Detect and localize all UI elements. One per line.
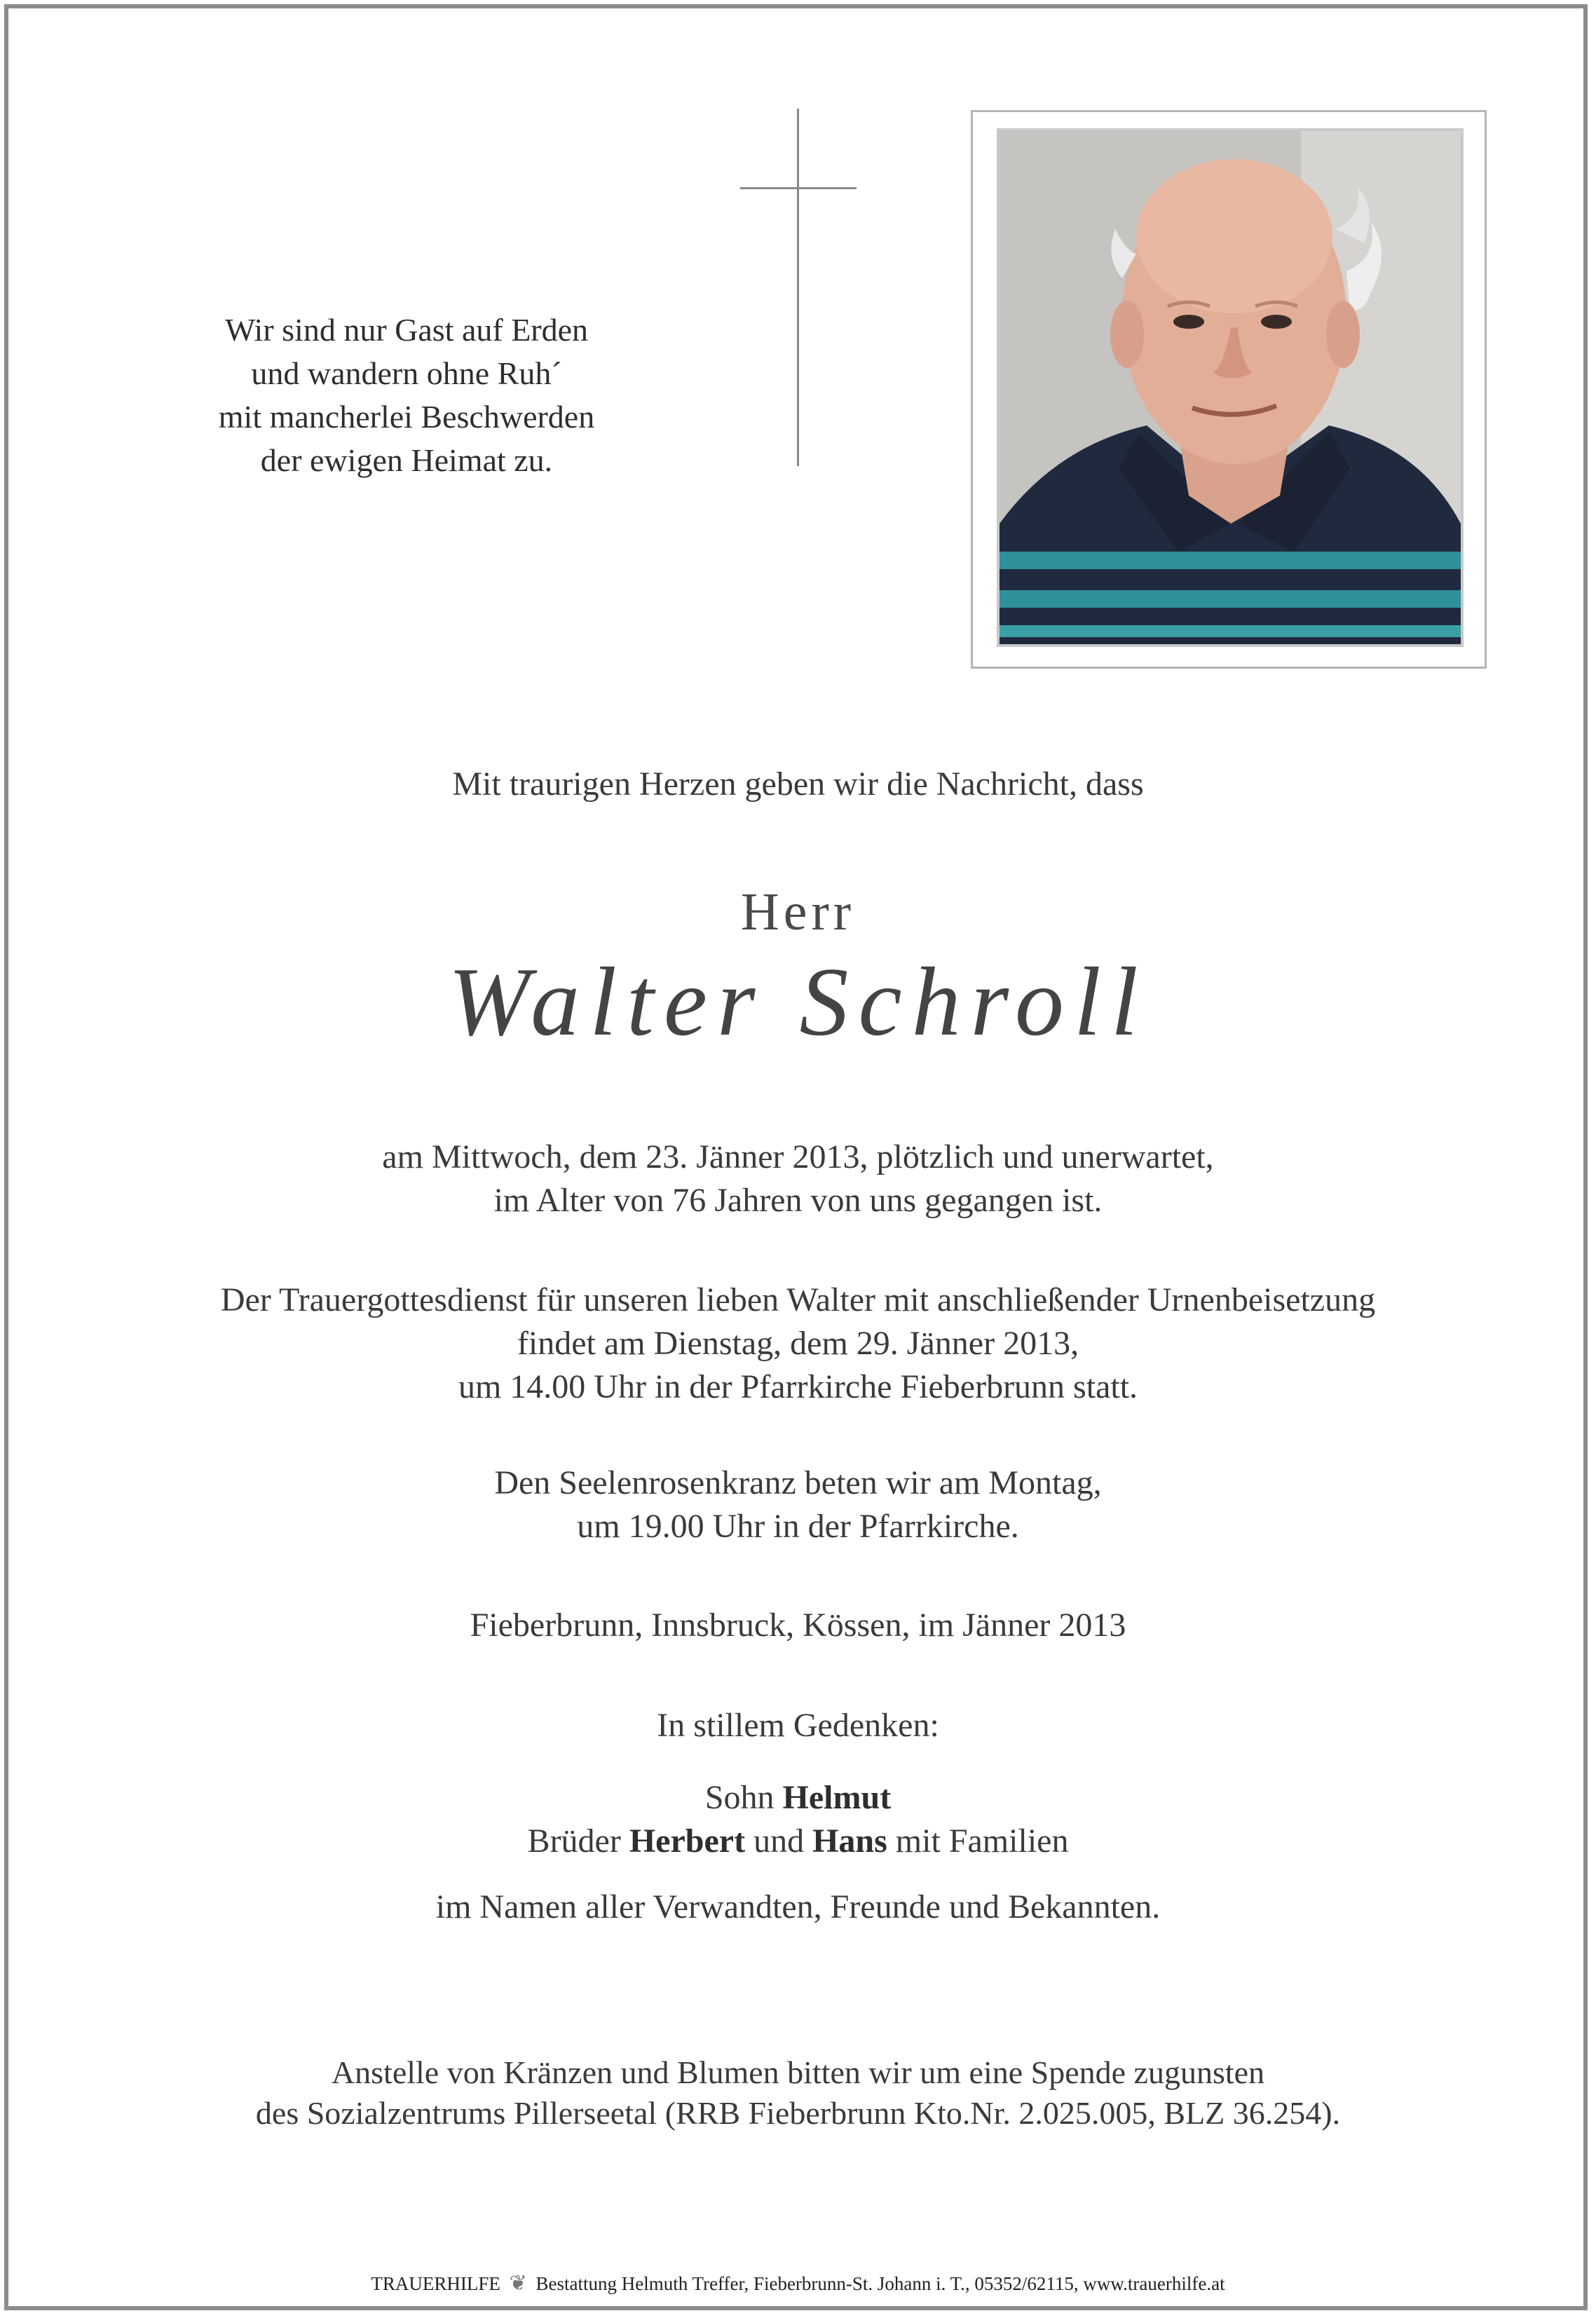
donation-line: des Sozialzentrums Pillerseetal (RRB Fieberbrunn Kto.Nr. 2.025.005, BLZ 36.254). — [255, 2095, 1341, 2131]
brothers-line — [0, 1820, 1596, 1863]
verse-line: der ewigen Heimat zu. — [260, 442, 553, 478]
service-line: um 14.00 Uhr in der Pfarrkirche Fieberbrunn statt. — [458, 1368, 1138, 1405]
deceased-name: Walter Schroll — [448, 948, 1148, 1056]
son-prefix: Sohn — [704, 1779, 775, 1816]
rosary-notice — [0, 1461, 1596, 1548]
brother-name: Hans — [812, 1822, 887, 1860]
death-line: am Mittwoch, dem 23. Jänner 2013, plötzlich und unerwartet, — [382, 1138, 1214, 1175]
brothers-prefix: Brüder — [527, 1822, 621, 1860]
portrait-photo — [997, 128, 1464, 647]
mourners — [0, 1776, 1596, 1863]
verse-line: mit mancherlei Beschwerden — [218, 399, 595, 435]
donation-line: Anstelle von Kränzen und Blumen bitten wir um eine Spende zugunsten — [331, 2054, 1265, 2090]
brothers-suffix: mit Familien — [895, 1822, 1069, 1860]
brother-name: Herbert — [629, 1822, 746, 1860]
death-notice — [0, 1136, 1596, 1222]
service-line: findet am Dienstag, dem 29. Jänner 2013, — [517, 1325, 1079, 1362]
intro-text: Mit traurigen Herzen geben wir die Nachricht, dass — [452, 765, 1144, 803]
cross-icon-bar — [740, 187, 857, 189]
place-date: Fieberbrunn, Innsbruck, Kössen, im Jänner 2013 — [470, 1607, 1126, 1644]
rosary-line: um 19.00 Uhr in der Pfarrkirche. — [577, 1508, 1019, 1545]
rosary-line: Den Seelenrosenkranz beten wir am Montag, — [494, 1464, 1102, 1501]
service-line: Der Trauergottesdienst für unseren lieben Walter mit anschließender Urnenbeisetzung — [220, 1281, 1376, 1318]
son-name: Helmut — [782, 1779, 892, 1816]
and-word: und — [753, 1822, 805, 1860]
footer-brand: TRAUERHILFE — [371, 2273, 500, 2294]
remembrance-heading: In stillem Gedenken: — [657, 1707, 939, 1744]
footer — [0, 2271, 1596, 2296]
relatives-line: im Namen aller Verwandten, Freunde und Bekannten. — [435, 1888, 1161, 1925]
verse — [140, 308, 673, 482]
son-line — [0, 1776, 1596, 1820]
service-notice — [0, 1279, 1596, 1409]
cross-icon — [797, 109, 799, 466]
footer-text: Bestattung Helmuth Treffer, Fieberbrunn-St. Johann i. T., 05352/62115, www.trauerhilfe.at — [536, 2273, 1225, 2294]
leaf-icon: ❦ — [509, 2272, 527, 2295]
death-line: im Alter von 76 Jahren von uns gegangen ist. — [493, 1182, 1103, 1219]
donation-notice — [0, 2052, 1596, 2134]
verse-line: Wir sind nur Gast auf Erden — [224, 312, 589, 348]
honorific: Herr — [740, 882, 856, 941]
verse-line: und wandern ohne Ruh´ — [251, 355, 562, 391]
